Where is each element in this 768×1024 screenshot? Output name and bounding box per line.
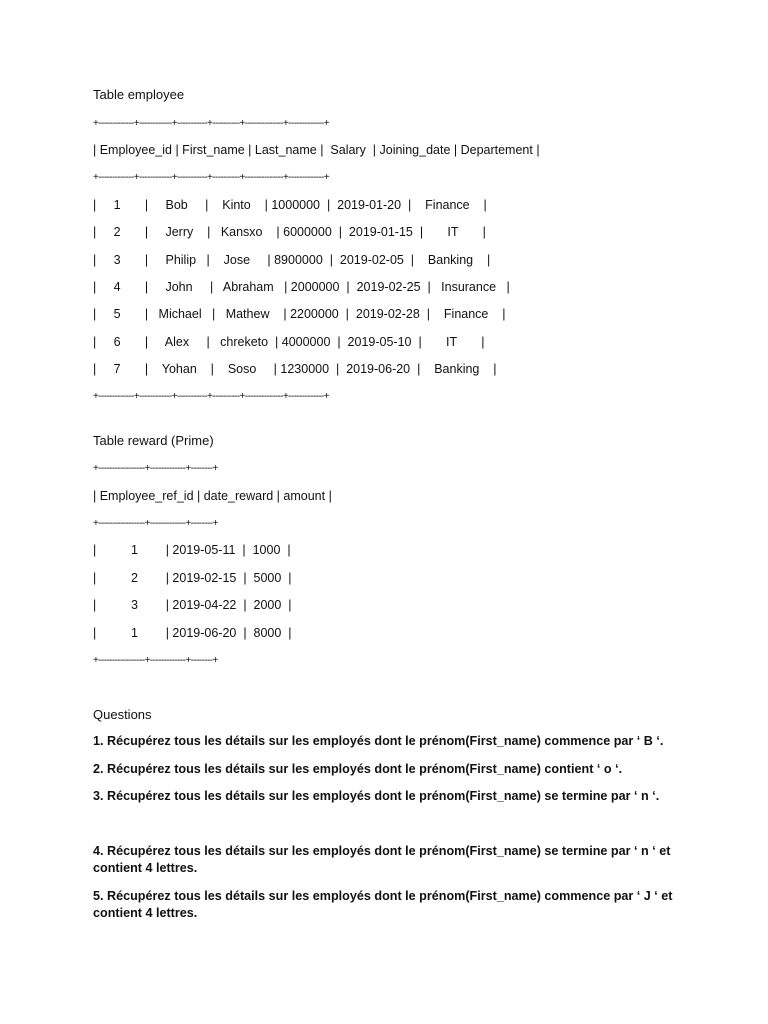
- reward-table-row: | 1 | 2019-06-20 | 8000 |: [93, 626, 292, 640]
- employee-table-row: | 7 | Yohan | Soso | 1230000 | 2019-06-20 | Banking |: [93, 362, 497, 376]
- employee-table-row: | 1 | Bob | Kinto | 1000000 | 2019-01-20 | Finance |: [93, 198, 487, 212]
- employee-table-row: | 2 | Jerry | Kansxo | 6000000 | 2019-01-15 | IT |: [93, 225, 486, 239]
- employee-table-row: | 6 | Alex | chreketo | 4000000 | 2019-05-10 | IT |: [93, 335, 485, 349]
- question-item: 3. Récupérez tous les détails sur les employés dont le prénom(First_name) se termine par ‘ n ‘.: [93, 789, 660, 803]
- employee-table-border-top: +-------------+------------+-----------+----------+--------------+-------------+: [93, 118, 329, 129]
- reward-table-title: Table reward (Prime): [93, 433, 214, 448]
- reward-table-row: | 2 | 2019-02-15 | 5000 |: [93, 571, 292, 585]
- employee-table-row: | 5 | Michael | Mathew | 2200000 | 2019-02-28 | Finance |: [93, 307, 506, 321]
- questions-title: Questions: [93, 707, 152, 722]
- reward-table-header: | Employee_ref_id | date_reward | amount |: [93, 489, 332, 503]
- employee-table-header: | Employee_id | First_name | Last_name | Salary | Joining_date | Departement |: [93, 143, 540, 157]
- reward-table-row: | 3 | 2019-04-22 | 2000 |: [93, 598, 292, 612]
- question-item: 2. Récupérez tous les détails sur les employés dont le prénom(First_name) contient ‘ o ‘.: [93, 762, 623, 776]
- reward-table-border-mid: +-----------------+-------------+--------+: [93, 518, 218, 529]
- employee-table-row: | 4 | John | Abraham | 2000000 | 2019-02-25 | Insurance |: [93, 280, 510, 294]
- employee-table-row: | 3 | Philip | Jose | 8900000 | 2019-02-05 | Banking |: [93, 253, 491, 267]
- question-item: 1. Récupérez tous les détails sur les employés dont le prénom(First_name) commence par ‘ B ‘.: [93, 734, 664, 748]
- question-item: 5. Récupérez tous les détails sur les employés dont le prénom(First_name) commence par ‘ J ‘ et contient 4 lettres.: [93, 889, 673, 920]
- reward-table-border-bottom: +-----------------+-------------+--------+: [93, 655, 218, 666]
- employee-table-border-mid: +-------------+------------+-----------+----------+--------------+-------------+: [93, 172, 329, 183]
- reward-table-border-top: +-----------------+-------------+--------+: [93, 463, 218, 474]
- reward-table-row: | 1 | 2019-05-11 | 1000 |: [93, 543, 291, 557]
- employee-table-title: Table employee: [93, 87, 185, 102]
- employee-table-border-bottom: +-------------+------------+-----------+----------+--------------+-------------+: [93, 391, 329, 402]
- question-item: 4. Récupérez tous les détails sur les employés dont le prénom(First_name) se termine par ‘ n ‘ et contient 4 lettres.: [93, 844, 671, 875]
